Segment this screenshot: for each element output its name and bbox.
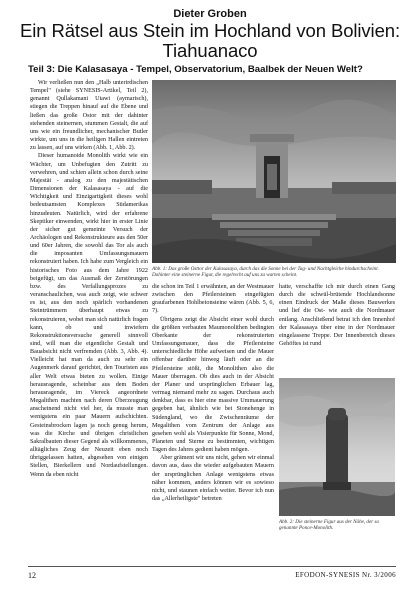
paragraph: Übrigens zeigt die Absicht einer wohl durch die größten verbauten Maumonolithen bedingten Oberkante der rekonstruierten Umfassungsmauer, dass die Pfeilersteine unterschiedliche Höhe aufweisen und die Mauer offenbar darüber hinweg läuft oder an die Pfeilersteine stößt, die Monolithen also die Mauer überragen. Ob dies auch in der Absicht der Planer und ursprünglichen Erbauer lag, vermag niemand mehr zu sagen. Durchaus auch denkbar, dass es hier eine massive Ummauerung gegeben hat, ähnlich wie bei Stonehenge in Südengland, wo die Zwischenräume der Megalithen vom Zentrum der Anlage aus gesehen wohl als Visierpunkte für Sonne, Mond, Planeten und Sterne zu bestimmten, wichtigen Tagen des Jahres gedient haben mögen.	[152, 316, 274, 454]
author-name: Dieter Groben	[173, 8, 247, 20]
article-title: Ein Rätsel aus Stein im Hochland von Bolivien: Tiahuanaco	[20, 20, 400, 61]
text-column-3	[279, 283, 395, 373]
text-column-2	[152, 283, 274, 562]
paragraph: die schon im Teil 1 erwähnten, an der Westmauer zwischen den Pfeilersteinen eingefügten graufarbenen Hohlbetonsteine wären (Abb. 5, 6, 7).	[152, 284, 274, 315]
footer-rule	[28, 566, 396, 567]
gateway-photo	[152, 80, 396, 263]
article-subtitle: Teil 3: Die Kalasasaya - Tempel, Observatorium, Baalbek der Neuen Welt?	[28, 64, 363, 75]
paragraph: Aber gräment wir uns nicht, gehen wir einmal davon aus, dass die wieder aufgebauten Mauern der ursprünglichen Anlage wenigstens etwas näher kommen, anders können wir es sowieso nicht, und staunen einfach weiter. Bevor ich nun das „Allerheiligste" betreten	[152, 455, 274, 503]
figure-2-caption: Abb. 2: Die steinerne Figur aus der Nähe, der so genannte Ponce-Monolith.	[279, 519, 380, 532]
paragraph: Dieser humanoide Monolith wirkt wie ein Wächter, um Unbefugten den Zutritt zu verwehren, und schien allein schon durch seine Majestät - analog zu den majestätischen Dimensionen der Kalasasaya - auf die Wichtigkeit und Einzigartigkeit dieses wohl bedeutsamsten Komplexes Südamerikas hinzudeuten. Natürlich, wird der erfahrene Skeptiker einwenden, wirkt hier in erster Linie der sicher gut gemeinte Versuch der Archäologen und Rekonstrukteure aus den 50er und 60er Jahren, die sowohl das Tor als auch die imposanten Umfassungsmauern rekonstruiert haben. Ich habe zum Vergleich ein historisches Foto aus dem Jahre 1922 beigefügt, um das Ausmaß der Zerstörungen bzw. des Verfallungsprozes zu veranschaulichen, was auch zeigt, wie schwer es ist, aus den noch spärlich vorhandenen Steintrümmern überhaupt etwas zu rekonstruieren, wobei man sich natürlich fragen kann, ob und inwiefern Rekonstruktionsversuche generell sinnvoll sind, will man die eigentliche Gestalt und Bauabsicht nicht verfremden (Abb. 3, Abb. 4). Vielleicht hat man da auch zu sehr ein Augenmerk darauf gerichtet, den Touristen aus aller Welt etwas bieten zu wollen. Einige herausragende, scheinbar aus dem Boden herausragende, im Viereck angeordnete Megalithen machten nach deren Überzeugung anscheinend nicht viel her, da musste man wenigstens ein paar Mauern aufschichten. Gesteinsbrocken lagen ja noch genug herum, was die Kirche und übrigen christlichen Sakralbauten dieser Gegend als willkommenes, alltägliches Zeug der Neuzeit eben noch übriggelassen hatten, abgesehen von einigen Stellen, Bierkellern und Nordaufstellungen. Wenn da eben nicht	[30, 153, 148, 478]
paragraph: Wir verließen nun den „Halb unterirdischen Tempel" (siehe SYNESIS-Artikel, Teil 2), genannt Qullakamani Utawi (aymarisch), stiegen die Treppen hinauf auf die Ebene und ließen das große Ostor mit der dahinter stehenden steinernen, stummen Gestalt, die auf uns wie ein freundlicher, mechanischer Butler wirkte, um uns in die heiligen Hallen eintreten zu lassen, auf uns wirken (Abb. 1, Abb. 2).	[30, 80, 148, 152]
monolith-photo	[279, 378, 395, 516]
gateway-photo-image	[152, 80, 396, 263]
paragraph: hatte, verschaffte ich mir durch einen Gang durch die schwül-brütende Hochlandsonne einen Eindruck der Maße dieses Bauwerkes und lief die Ost- wie auch die Nordmauer entlang. Anschließend betrat ich den Innenhof der Kalasasaya über eine in der Nordmauer eingelassene Treppe. Der Innenbereich dieses Gehöftes ist rund	[279, 284, 395, 348]
text-column-1	[30, 79, 148, 562]
journal-issue: EFODON-SYNESIS Nr. 3/2006	[295, 571, 396, 579]
page-number: 12	[28, 571, 36, 580]
figure-1-caption: Abb. 1: Das große Osttor der Kalasasaya, durch das die Sonne bei der Tag- und Nachtgleiche hindurchscheint. Dahinter eine steinerne Figur, die regelrecht auf uns zu warten scheint.	[152, 266, 379, 279]
monolith-photo-image	[279, 378, 395, 516]
